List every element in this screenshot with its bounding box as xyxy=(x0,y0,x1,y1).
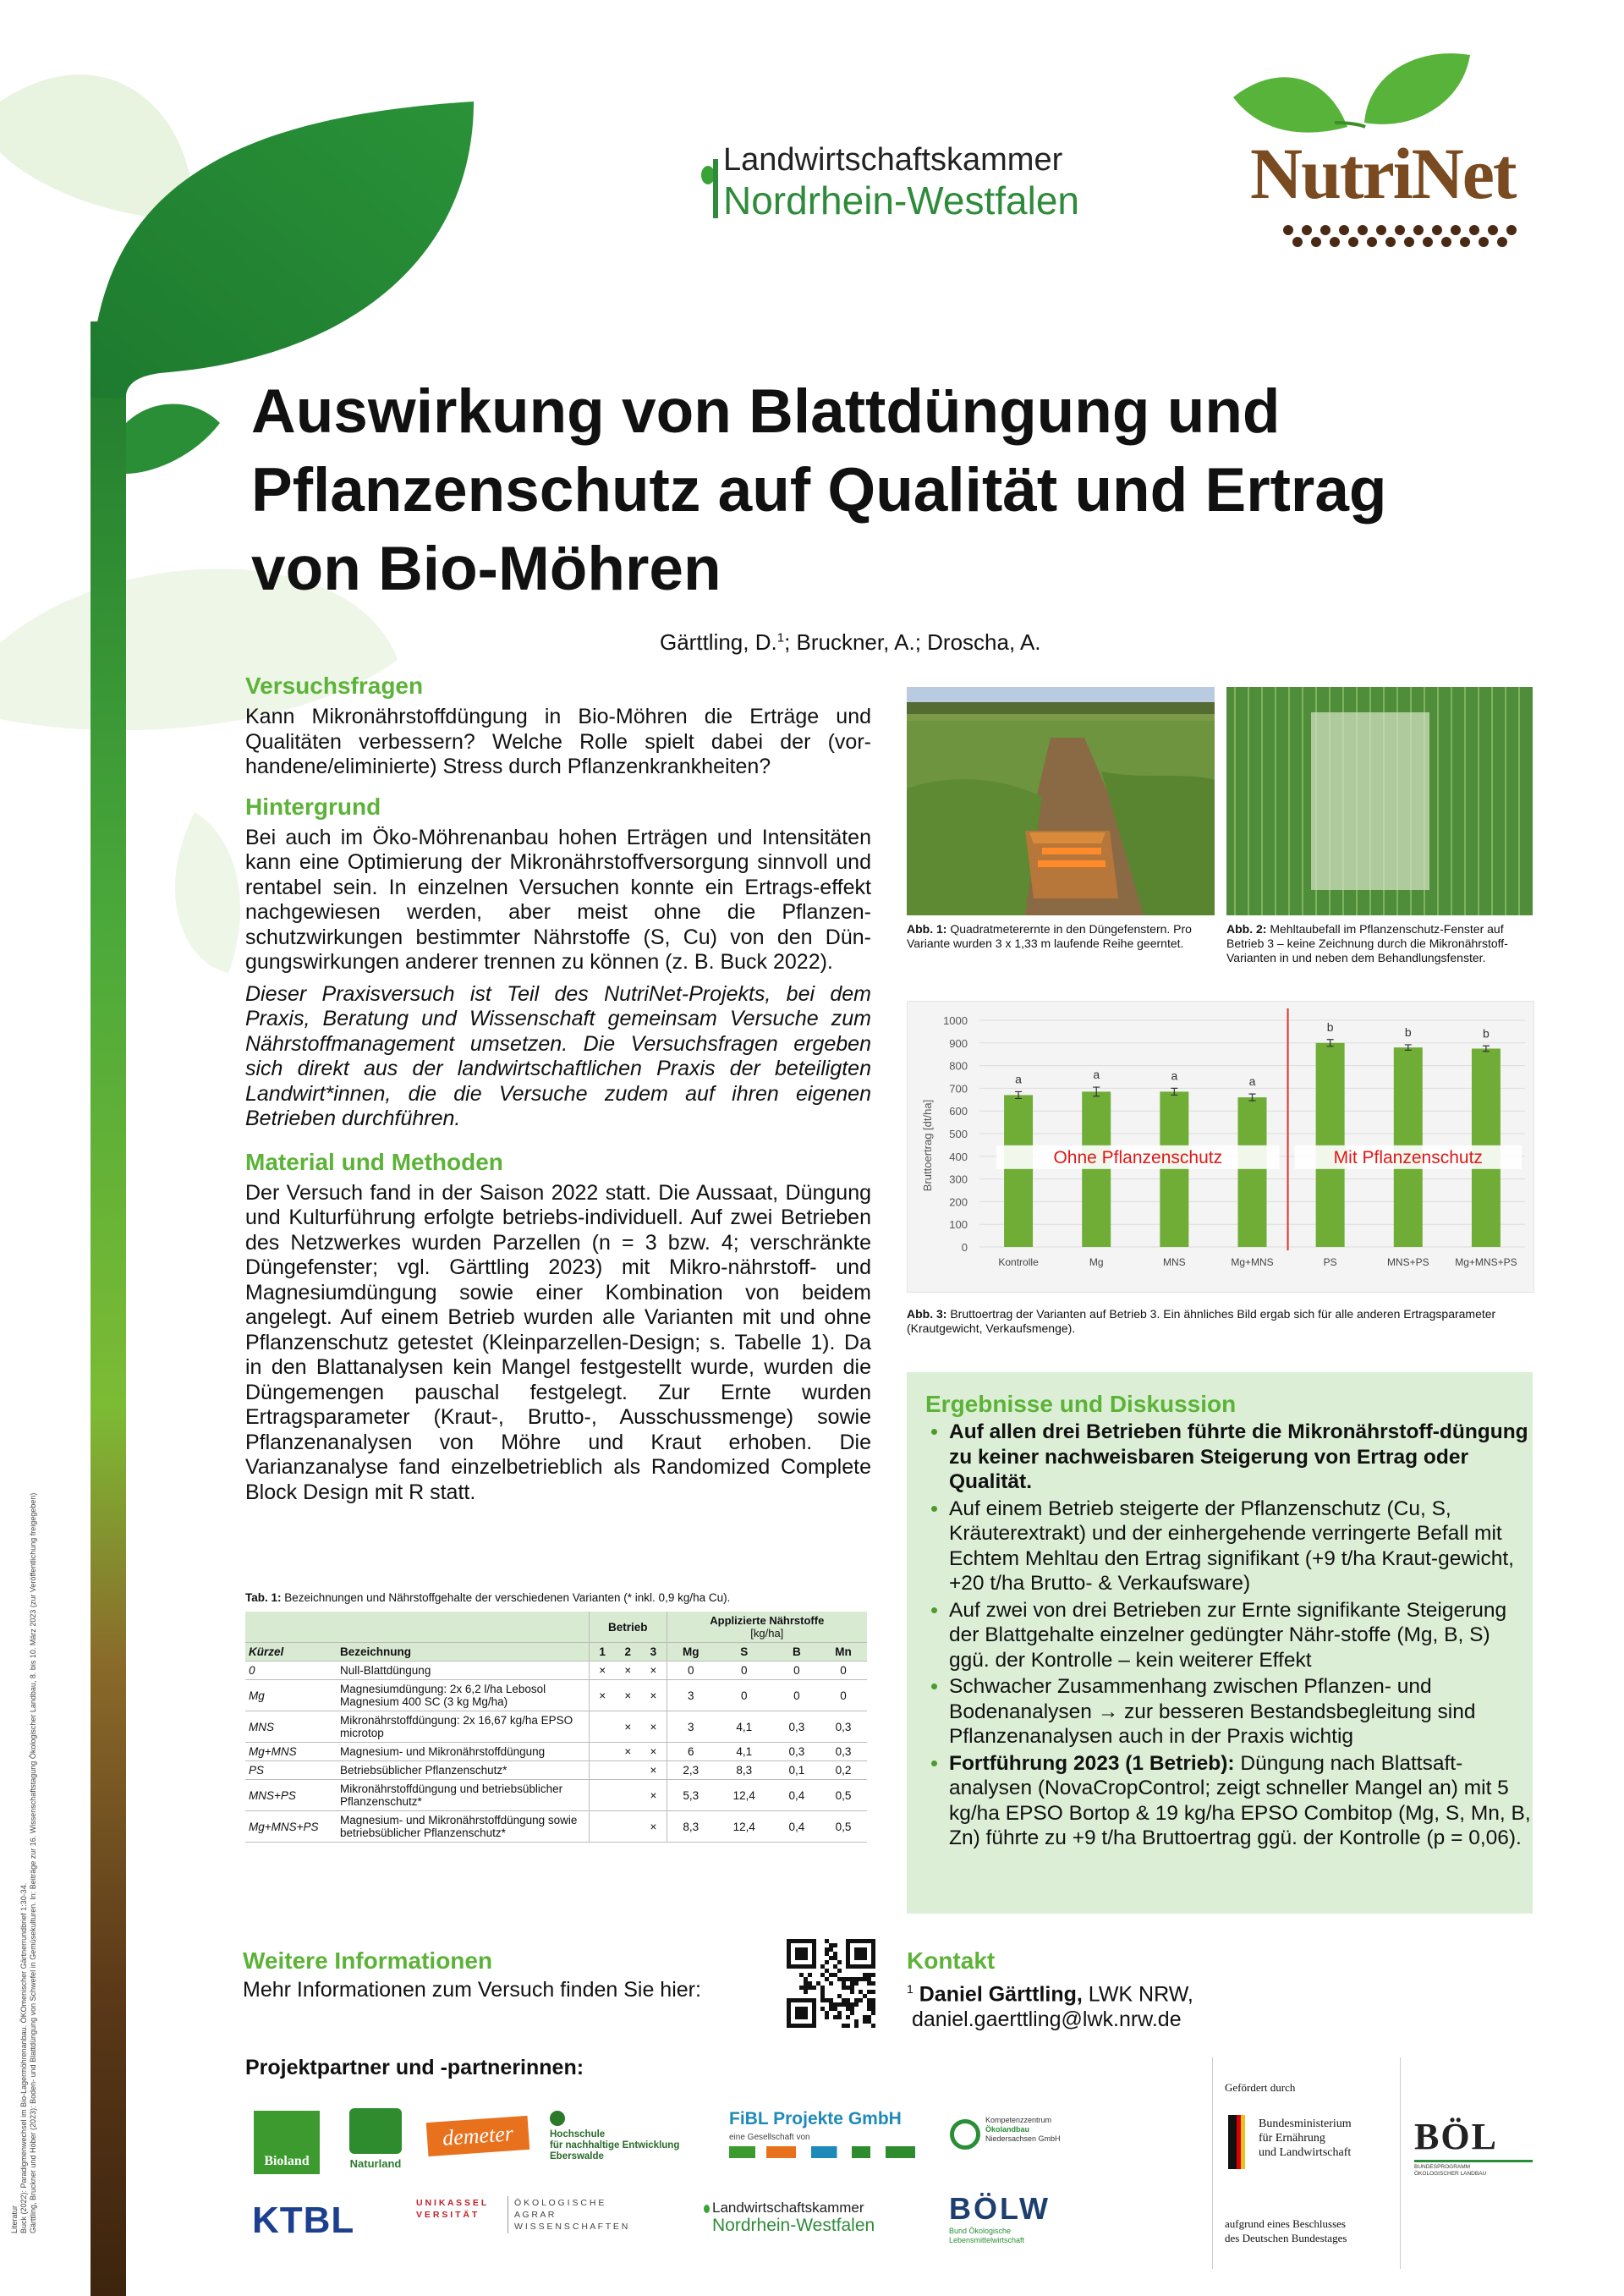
table-cell-value: 0,3 xyxy=(774,1711,820,1743)
uni-kassel-line1: U N I K A S S E L xyxy=(416,2198,487,2208)
table-1-col-s: S xyxy=(715,1643,774,1662)
table-cell-value xyxy=(590,1761,616,1780)
fibl-sub-text: eine Gesellschaft von xyxy=(729,2133,810,2142)
uni-kassel-line3: Ö K O L O G I S C H E xyxy=(514,2198,605,2208)
lwk-partner-line2: Nordrhein-Westfalen xyxy=(712,2216,875,2235)
kontakt-block xyxy=(907,1947,1533,2032)
table-cell-value: 0 xyxy=(774,1662,820,1680)
nutrinet-logo xyxy=(1199,47,1538,250)
kontakt-affiliation-mark: 1 xyxy=(907,1982,914,1996)
table-cell-value: 0,2 xyxy=(820,1761,867,1780)
bioland-logo xyxy=(254,2111,320,2174)
fibl-logo xyxy=(729,2109,932,2168)
table-1-col-kuerzel: Kürzel xyxy=(245,1643,337,1662)
bol-sub1: BUNDESPROGRAMM xyxy=(1414,2164,1471,2170)
table-cell-value: 8,3 xyxy=(667,1811,715,1843)
table-row xyxy=(245,1711,867,1743)
table-cell-value xyxy=(590,1780,616,1811)
ktbl-logo: KTBL xyxy=(252,2200,355,2241)
table-cell-value: × xyxy=(640,1780,667,1811)
table-cell-bezeichnung: Betriebsüblicher Pflanzenschutz* xyxy=(337,1761,590,1780)
table-cell-value: 0,4 xyxy=(774,1811,820,1843)
results-item-4 xyxy=(949,1674,1533,1749)
table-cell-value: 0 xyxy=(715,1662,774,1680)
literature-sidebar xyxy=(10,1472,37,2233)
lwk-logo-line1: Landwirtschaftskammer xyxy=(723,142,1063,178)
hnee-line1: Hochschule xyxy=(550,2129,606,2139)
table-cell-value: × xyxy=(640,1743,667,1761)
table-cell-kuerzel: MNS+PS xyxy=(245,1780,337,1811)
table-row xyxy=(245,1680,867,1711)
chart-y-tick-label: 400 xyxy=(949,1150,968,1163)
table-cell-value: 0 xyxy=(715,1680,774,1711)
kompetenzzentrum-line2: Ökolandbau xyxy=(985,2125,1030,2134)
table-cell-value: × xyxy=(615,1680,640,1711)
chart-y-axis-label: Bruttoertrag [dt/ha] xyxy=(921,1099,934,1192)
chart-category-label: PS xyxy=(1323,1256,1337,1268)
chart-y-ticks xyxy=(943,1014,968,1254)
table-cell-kuerzel: 0 xyxy=(245,1662,337,1680)
uni-kassel-line5: W I S S E N S C H A F T E N xyxy=(514,2222,628,2232)
table-row xyxy=(245,1811,867,1843)
versuchsfragen-heading: Versuchsfragen xyxy=(245,673,424,699)
table-1-block xyxy=(245,1590,871,1843)
lwk-logo-bar xyxy=(713,159,718,218)
chart-y-tick-label: 600 xyxy=(949,1105,968,1118)
naturland-logo xyxy=(345,2108,406,2178)
lwk-partner-logo xyxy=(704,2200,924,2242)
table-cell-value: 0,5 xyxy=(820,1780,867,1811)
author-affiliation-mark: 1 xyxy=(776,630,785,645)
table-cell-value: 6 xyxy=(667,1743,715,1761)
table-cell-value: 3 xyxy=(667,1680,715,1711)
chart-category-label: Mg xyxy=(1089,1256,1104,1268)
authors xyxy=(660,629,1100,656)
table-1-col-bezeichnung: Bezeichnung xyxy=(337,1643,590,1662)
kompetenzzentrum-logo xyxy=(950,2112,1077,2172)
hintergrund-heading: Hintergrund xyxy=(245,793,381,820)
lwk-partner-line1: Landwirtschaftskammer xyxy=(712,2200,864,2216)
table-cell-kuerzel: Mg+MNS+PS xyxy=(245,1811,337,1843)
table-1-header-row-2 xyxy=(245,1643,867,1662)
chart-significance-letter: a xyxy=(1015,1072,1022,1086)
table-cell-value: × xyxy=(590,1680,616,1711)
results-item-2 xyxy=(949,1497,1533,1596)
chart-bruttoertrag xyxy=(907,1001,1534,1293)
abb-3-label: Abb. 3: xyxy=(907,1307,947,1321)
abb-3-text: Bruttoertrag der Varianten auf Betrieb 3. Ein ähnliches Bild ergab sich für alle anderen Ertragsparameter (Krautgewicht, Verkaufsmenge). xyxy=(907,1307,1496,1335)
table-cell-value: 0,3 xyxy=(820,1711,867,1743)
title-line-3: von Bio-Möhren xyxy=(251,535,721,603)
gefoerdert-label: Gefördert durch xyxy=(1225,2081,1296,2094)
abb-1-label: Abb. 1: xyxy=(907,922,947,936)
table-cell-value xyxy=(590,1743,616,1761)
table-1-head-unit: [kg/ha] xyxy=(750,1627,784,1640)
chart-category-label: MNS+PS xyxy=(1386,1256,1429,1268)
bmel-logo xyxy=(1225,2115,1394,2174)
kontakt-name: Daniel Gärttling, xyxy=(919,1982,1083,2007)
chart-y-tick-label: 500 xyxy=(949,1128,968,1140)
table-cell-value: 0 xyxy=(820,1680,867,1711)
table-cell-value: 0,3 xyxy=(820,1743,867,1761)
kontakt-email[interactable]: daniel.gaerttling@lwk.nrw.de xyxy=(912,2008,1182,2032)
chart-significance-letter: a xyxy=(1171,1068,1178,1083)
chart-y-tick-label: 800 xyxy=(949,1059,968,1073)
table-cell-value: × xyxy=(640,1761,667,1780)
weitere-info-text: Mehr Informationen zum Versuch finden Sie hier: xyxy=(243,1978,701,2002)
bolw-sub1: Bund Ökologische xyxy=(949,2227,1012,2235)
partner-heading: Projektpartner und -partnerinnen: xyxy=(245,2056,584,2079)
table-cell-value: 12,4 xyxy=(715,1780,774,1811)
methoden-text: Der Versuch fand in der Saison 2022 statt. Die Aussaat, Düngung und Kulturführung erfolgte betriebs-individuell. Auf zwei Betrieben des Netzwerkes wurden Parzellen (n = 3 bzw. 4; verschränkte Düngefenster; vgl. Gärttling 2023) mit Mikro-nährstoff- und Magnesiumdüngung sowie einer Kombination von beidem angelegt. Auf einem Betrieb wurden alle Varianten mit und ohne Pflanzenschutz getestet (Kleinparzellen-Design; s. Tabelle 1). Da in den Blattanalysen kein Mangel festgestellt wurde, wurden die Düngemengen pauschal festgelegt. Zur Ernte wurden Ertragsparameter (Kraut-, Brutto-, Ausschussmenge) sowie Pflanzenanalysen von Möhre und Kraut erhoben. Die Varianzanalyse fand einzelbetrieblich als Randomized Complete Block Design mit R statt. xyxy=(245,1180,871,1504)
chart-group-label-mit: Mit Pflanzenschutz xyxy=(1333,1147,1483,1167)
table-1-col-b: B xyxy=(774,1643,820,1662)
chart-y-tick-label: 200 xyxy=(949,1195,968,1209)
bundestag-line2: des Deutschen Bundestages xyxy=(1225,2232,1347,2244)
table-1-col-mn: Mn xyxy=(820,1643,867,1662)
naturland-logo-text: Naturland xyxy=(349,2157,402,2170)
table-cell-value: 4,1 xyxy=(715,1743,774,1761)
results-item-4-text-b: zur besseren Bestandsbegleitung sind Pflanzenanalysen auch in der Praxis wichtig xyxy=(949,1700,1476,1748)
hintergrund-text: Bei auch im Öko-Möhrenanbau hohen Erträgen und Intensitäten kann eine Optimierung der Mikronährstoffversorgung sinnvoll und rentabel sein. In einzelnen Versuchen konnte ein Ertrags-effekt nachgewiesen werden, aber meist ohne die Pflanzen-schutzwirkungen bestimmter Nährstoffe (S, Cu) von den Dün-gungswirkungen anderer trennen zu können (z. B. Buck 2022). xyxy=(245,825,871,974)
lwk-logo-line2: Nordrhein-Westfalen xyxy=(723,179,1080,222)
chart-bar-kontrolle xyxy=(1004,1095,1033,1247)
table-cell-bezeichnung: Magnesium- und Mikronährstoffdüngung xyxy=(337,1743,590,1761)
chart-category-label: Mg+MNS+PS xyxy=(1455,1256,1517,1268)
table-cell-bezeichnung: Mikronährstoffdüngung: 2x 16,67 kg/ha EPSO microtop xyxy=(337,1711,590,1743)
bol-sub2: ÖKOLOGISCHER LANDBAU xyxy=(1414,2171,1487,2177)
bmel-line2: für Ernährung xyxy=(1259,2132,1325,2145)
table-1-col-1: 1 xyxy=(590,1643,616,1662)
table-1-col-mg: Mg xyxy=(667,1643,715,1662)
chart-category-label: MNS xyxy=(1163,1256,1186,1268)
table-1-header-row-1 xyxy=(245,1612,867,1643)
table-1-head-nutrients xyxy=(667,1612,867,1643)
results-item-5-text: Düngung nach Blattsaft-analysen (NovaCropControl; zeigt schneller Mangel an) mit 5 kg/ha EPSO Bortop & 19 kg/ha EPSO Combitop (Mg, S, Mn, B, Zn) führte zu +9 t/ha Bruttoertrag ggü. der Kontrolle (p = 0,06). xyxy=(949,1751,1531,1849)
left-column xyxy=(245,673,871,1505)
chart-significance-letter: b xyxy=(1404,1024,1412,1039)
table-cell-value: 0,5 xyxy=(820,1811,867,1843)
photo-carrot-harvest xyxy=(907,687,1215,915)
table-1-col-3: 3 xyxy=(640,1643,667,1662)
qr-code[interactable] xyxy=(787,1939,875,2028)
table-cell-value: × xyxy=(615,1743,640,1761)
table-cell-value: 12,4 xyxy=(715,1811,774,1843)
fibl-partner-strip xyxy=(729,2146,915,2158)
table-row xyxy=(245,1780,867,1811)
table-1-head-betrieb: Betrieb xyxy=(590,1612,667,1643)
chart-y-tick-label: 900 xyxy=(949,1036,968,1050)
hintergrund-italic-text: Dieser Praxisversuch ist Teil des NutriNet-Projekts, bei dem Praxis, Beratung und Wissenschaft gemeinsam Versuche zum Nährstoffmanagement umsetzen. Die Versuchsfragen ergeben sich direkt aus der landwirtschaftlichen Praxis der beteiligten Landwirt*innen, die die Versuche zudem auf ihren eigenen Betrieben durchführen. xyxy=(245,981,871,1130)
funding-divider-2 xyxy=(1400,2057,1401,2269)
hnee-mark-icon xyxy=(550,2111,565,2126)
bundestag-line1: aufgrund eines Beschlusses xyxy=(1225,2217,1346,2230)
bioland-logo-text: Bioland xyxy=(264,2154,310,2168)
results-item-1-text: Auf allen drei Betrieben führte die Mikronährstoff-düngung zu keiner nachweisbaren Steigerung von Ertrag oder Qualität. xyxy=(949,1420,1528,1493)
table-cell-value xyxy=(615,1811,640,1843)
results-item-5 xyxy=(949,1751,1533,1851)
bar-chart-svg xyxy=(908,1002,1533,1292)
funding-divider xyxy=(1212,2057,1213,2269)
bundestag-note xyxy=(1225,2216,1347,2245)
kompetenzzentrum-line1: Kompetenzzentrum xyxy=(985,2116,1052,2124)
chart-group-labels xyxy=(996,1145,1522,1169)
kompetenzzentrum-mark-icon xyxy=(950,2119,980,2150)
table-1-caption-label: Tab. 1: xyxy=(245,1591,282,1604)
abb-1-caption xyxy=(907,922,1215,951)
chart-bar-mg-mns xyxy=(1238,1097,1267,1247)
results-item-4-text-a: Schwacher Zusammenhang zwischen Pflanzen- und Bodenanalysen xyxy=(949,1675,1432,1723)
aerial-field-image xyxy=(1226,687,1533,915)
bol-logo xyxy=(1414,2115,1533,2183)
chart-y-tick-label: 0 xyxy=(961,1241,968,1254)
nutrinet-wordmark: NutriNet xyxy=(1250,133,1516,214)
carrot-field-image xyxy=(907,687,1215,915)
chart-significance-letter: b xyxy=(1483,1026,1490,1041)
results-item-3-text: Auf zwei von drei Betrieben zur Ernte signifikante Steigerung der Blattgehalte einzelner gedüngter Nähr-stoffe (Mg, B, S) ggü. der Kontrolle – kein weiterer Effekt xyxy=(949,1598,1507,1672)
table-cell-value: 4,1 xyxy=(715,1711,774,1743)
table-cell-value: × xyxy=(615,1662,640,1680)
kontakt-details xyxy=(907,1976,1533,2032)
naturland-mark-icon xyxy=(349,2108,402,2154)
table-cell-value: 8,3 xyxy=(715,1761,774,1780)
table-1-head-nutrients-title: Applizierte Nährstoffe xyxy=(710,1614,825,1627)
table-cell-value xyxy=(590,1711,616,1743)
table-1-body xyxy=(245,1662,867,1843)
poster-title xyxy=(251,372,1537,608)
bolw-logo-text: BÖLW xyxy=(949,2191,1051,2226)
hnee-logo xyxy=(550,2111,719,2170)
table-row xyxy=(245,1662,867,1680)
table-cell-kuerzel: PS xyxy=(245,1761,337,1780)
table-cell-value: × xyxy=(640,1680,667,1711)
title-line-1: Auswirkung von Blattdüngung und xyxy=(251,377,1281,446)
literatur-ref-1: Buck (2022): Paradigmenwechsel im Bio-Lagermöhrenanbau. ÖKOmenischer Gärtnerrundbrief 1:30-34. xyxy=(19,1882,28,2233)
table-cell-value: 5,3 xyxy=(667,1780,715,1811)
chart-significance-letter: b xyxy=(1326,1019,1334,1034)
kontakt-heading: Kontakt xyxy=(907,1947,996,1974)
bol-logo-text: BÖL xyxy=(1414,2116,1498,2157)
uni-kassel-line2: V E R S I T Ä T xyxy=(416,2210,478,2220)
table-cell-value: × xyxy=(615,1711,640,1743)
table-cell-value: 0,3 xyxy=(774,1743,820,1761)
arrow-right-icon: → xyxy=(1097,1700,1119,1723)
chart-bars xyxy=(998,1020,1517,1268)
table-cell-value: 0 xyxy=(820,1662,867,1680)
kompetenzzentrum-line3: Niedersachsen GmbH xyxy=(985,2134,1061,2143)
author-first: Gärttling, D. xyxy=(660,629,777,655)
fibl-logo-text: FiBL Projekte GmbH xyxy=(729,2109,902,2128)
chart-y-tick-label: 100 xyxy=(949,1218,968,1232)
weitere-info-heading: Weitere Informationen xyxy=(243,1947,493,1974)
chart-significance-letter: a xyxy=(1248,1074,1256,1089)
chart-y-tick-label: 300 xyxy=(949,1173,968,1186)
chart-bar-mg xyxy=(1082,1091,1111,1247)
table-cell-bezeichnung: Magnesiumdüngung: 2x 6,2 l/ha Lebosol Magnesium 400 SC (3 kg Mg/ha) xyxy=(337,1680,590,1711)
hnee-line2: für nachhaltige Entwicklung xyxy=(550,2140,680,2150)
hnee-line3: Eberswalde xyxy=(550,2151,604,2161)
table-cell-value: 0 xyxy=(774,1680,820,1711)
chart-significance-letter: a xyxy=(1093,1068,1100,1082)
table-cell-value xyxy=(590,1811,616,1843)
table-cell-value: 2,3 xyxy=(667,1761,715,1780)
table-cell-bezeichnung: Mikronährstoffdüngung und betriebsüblicher Pflanzenschutz* xyxy=(337,1780,590,1811)
table-cell-value: × xyxy=(590,1662,616,1680)
chart-y-tick-label: 700 xyxy=(949,1082,968,1096)
federal-eagle-icon xyxy=(1225,2115,1250,2169)
bolw-logo xyxy=(949,2191,1084,2250)
chart-bar-ps xyxy=(1316,1043,1345,1247)
photo-aerial-mildew xyxy=(1226,687,1533,915)
literatur-heading: Literatur xyxy=(10,2205,19,2233)
abb-3-caption xyxy=(907,1307,1533,1336)
table-cell-value: 0,1 xyxy=(774,1761,820,1780)
demeter-logo: demeter xyxy=(426,2116,529,2156)
abb-2-caption xyxy=(1226,922,1533,965)
table-cell-value: 0 xyxy=(667,1662,715,1680)
chart-category-label: Kontrolle xyxy=(998,1256,1039,1268)
table-cell-bezeichnung: Magnesium- und Mikronährstoffdüngung sowie betriebsüblicher Pflanzenschutz* xyxy=(337,1811,590,1843)
nutrinet-soil-dots xyxy=(1280,224,1533,248)
literatur-ref-2: Gärttling, Bruckner und Höber (2023): Boden- und Blattdüngung von Schwefel in Gemüsekulturen. In: Beiträge zur 16. Wissenschaftstagung Ökologischer Landbau, 8. bis 10. März 2023 (zur Veröffentlichung freigegeben) xyxy=(29,1492,37,2233)
results-item-3 xyxy=(949,1598,1533,1673)
table-cell-kuerzel: Mg xyxy=(245,1680,337,1711)
title-line-2: Pflanzenschutz auf Qualität und Ertrag xyxy=(251,456,1387,525)
author-rest: ; Bruckner, A.; Droscha, A. xyxy=(784,629,1041,655)
bolw-sub2: Lebensmittelwirtschaft xyxy=(949,2236,1025,2244)
table-1 xyxy=(245,1612,867,1843)
chart-category-label: Mg+MNS xyxy=(1231,1256,1274,1268)
table-cell-value: 0,4 xyxy=(774,1780,820,1811)
table-cell-value: × xyxy=(640,1811,667,1843)
lwk-nrw-logo xyxy=(689,142,1163,231)
table-cell-kuerzel: MNS xyxy=(245,1711,337,1743)
weitere-info-block xyxy=(243,1947,767,2002)
abb-1-text: Quadratmeterernte in den Düngefenstern. Pro Variante wurden 3 x 1,33 m laufende Reihe geerntet. xyxy=(907,922,1192,950)
table-cell-kuerzel: Mg+MNS xyxy=(245,1743,337,1761)
table-cell-bezeichnung: Null-Blattdüngung xyxy=(337,1662,590,1680)
table-cell-value xyxy=(615,1761,640,1780)
abb-2-label: Abb. 2: xyxy=(1226,922,1267,936)
abb-2-text: Mehltaubefall im Pflanzenschutz-Fenster auf Betrieb 3 – keine Zeichnung durch die Mikronährstoff-Varianten in und neben dem Behandlungsfenster. xyxy=(1226,922,1508,964)
table-row xyxy=(245,1743,867,1761)
bmel-line1: Bundesministerium xyxy=(1259,2117,1352,2130)
uni-kassel-logo xyxy=(416,2198,653,2249)
chart-y-tick-label: 1000 xyxy=(943,1014,968,1027)
chart-group-label-ohne: Ohne Pflanzenschutz xyxy=(1053,1147,1223,1167)
table-cell-value: × xyxy=(640,1711,667,1743)
chart-bar-mns xyxy=(1160,1091,1188,1247)
lwk-partner-mark xyxy=(704,2205,710,2213)
versuchsfragen-text: Kann Mikronährstoffdüngung in Bio-Möhren die Erträge und Qualitäten verbessern? Welche Rolle spielt dabei der (vor-handene/eliminierte) Stress durch Pflanzenkrankheiten? xyxy=(245,705,871,778)
methoden-heading: Material und Methoden xyxy=(245,1148,503,1175)
table-1-caption-text: Bezeichnungen und Nährstoffgehalte der verschiedenen Varianten (* inkl. 0,9 kg/ha Cu). xyxy=(281,1591,731,1604)
bmel-line3: und Landwirtschaft xyxy=(1259,2146,1352,2159)
table-row xyxy=(245,1761,867,1780)
results-heading: Ergebnisse und Diskussion xyxy=(925,1391,1237,1417)
kontakt-org: LWK NRW, xyxy=(1082,1982,1193,2007)
table-cell-value xyxy=(615,1780,640,1811)
table-1-caption xyxy=(245,1590,871,1605)
results-item-2-text: Auf einem Betrieb steigerte der Pflanzenschutz (Cu, S, Kräuterextrakt) und der einhergehende verringerte Befall mit Echtem Mehltau den Ertrag signifikant (+9 t/ha Kraut-gewicht, +20 t/ha Brutto- & Verkaufsware) xyxy=(949,1497,1514,1595)
uni-kassel-line4: A G R A R xyxy=(514,2210,555,2220)
results-item-1 xyxy=(949,1420,1533,1495)
table-cell-value: × xyxy=(640,1662,667,1680)
results-list xyxy=(932,1420,1533,1853)
results-item-5-bold: Fortführung 2023 (1 Betrieb): xyxy=(949,1751,1235,1775)
results-box xyxy=(907,1372,1533,1914)
table-1-col-2: 2 xyxy=(615,1643,640,1662)
table-cell-value: 3 xyxy=(667,1711,715,1743)
